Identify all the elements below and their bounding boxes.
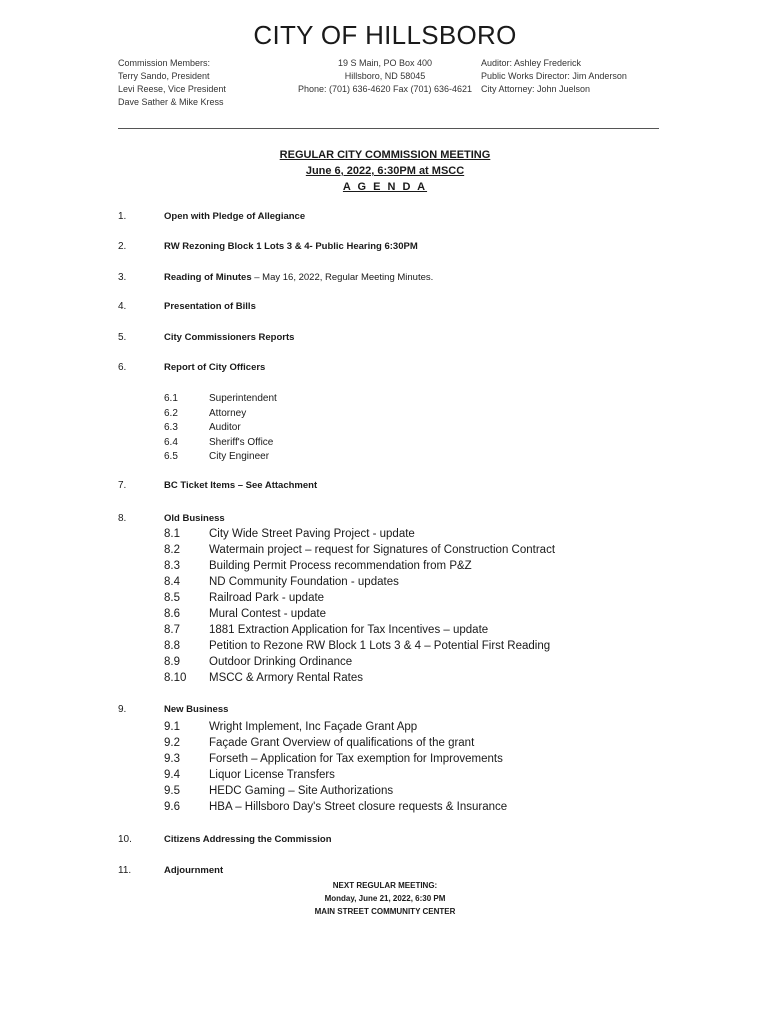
- commission-members-block: [118, 57, 226, 109]
- auditor-line: Auditor: Ashley Frederick: [481, 58, 582, 68]
- item-title: [164, 272, 433, 283]
- sub-number: 6.5: [164, 451, 178, 462]
- sub-text: Petition to Rezone RW Block 1 Lots 3 & 4 – Potential First Reading: [209, 640, 551, 652]
- sub-number: 8.9: [164, 656, 180, 668]
- item-title: BC Ticket Items – See Attachment: [164, 480, 318, 491]
- sub-text: Railroad Park - update: [209, 592, 325, 604]
- sub-text: Mural Contest - update: [209, 608, 326, 620]
- meeting-date: June 6, 2022, 6:30PM at MSCC: [305, 165, 465, 177]
- sub-text: Façade Grant Overview of qualifications of the grant: [209, 737, 475, 749]
- next-meeting-footer: [0, 879, 770, 918]
- sub-number: 6.2: [164, 407, 178, 419]
- item-detail-text: – May 16, 2022, Regular Meeting Minutes.: [251, 272, 434, 283]
- address-block: [270, 57, 500, 96]
- item-number: 11.: [118, 865, 132, 876]
- item-title: Old Business: [164, 513, 225, 524]
- vice-president-line: Levi Reese, Vice President: [118, 84, 226, 94]
- sub-number: 9.1: [164, 721, 180, 733]
- agenda-label: A G E N D A: [342, 181, 428, 193]
- next-meeting-location: MAIN STREET COMMUNITY CENTER: [314, 907, 456, 916]
- sub-text: Watermain project – request for Signatures of Construction Contract: [209, 544, 556, 556]
- sub-number: 8.1: [164, 528, 180, 540]
- item-number: 4.: [118, 301, 127, 312]
- phone-fax: Phone: (701) 636-4620 Fax (701) 636-4621: [297, 84, 473, 94]
- item-number: 2.: [118, 241, 127, 252]
- sub-number: 8.4: [164, 576, 180, 588]
- sub-number: 6.3: [164, 422, 178, 433]
- sub-text: Wright Implement, Inc Façade Grant App: [209, 721, 418, 733]
- sub-text: Outdoor Drinking Ordinance: [209, 656, 353, 668]
- sub-number: 6.4: [164, 436, 178, 448]
- sub-number: 8.6: [164, 608, 180, 620]
- item-title: Presentation of Bills: [164, 301, 256, 312]
- sub-number: 8.7: [164, 624, 180, 636]
- item-number: 10.: [118, 834, 132, 845]
- sub-text: 1881 Extraction Application for Tax Incentives – update: [209, 624, 489, 636]
- item-number: 6.: [118, 362, 127, 373]
- public-works-line: Public Works Director: Jim Anderson: [481, 71, 627, 81]
- next-meeting-date: Monday, June 21, 2022, 6:30 PM: [324, 894, 446, 903]
- sub-number: 8.5: [164, 592, 180, 604]
- sub-number: 8.10: [164, 672, 187, 684]
- members-line: Dave Sather & Mike Kress: [118, 97, 224, 107]
- sub-number: 9.3: [164, 753, 180, 765]
- item-title: Adjournment: [164, 865, 224, 876]
- meeting-title: REGULAR CITY COMMISSION MEETING: [279, 149, 491, 161]
- president-line: Terry Sando, President: [118, 71, 210, 81]
- item-title-text: Reading of Minutes: [164, 272, 252, 283]
- sub-text: Building Permit Process recommendation from P&Z: [209, 560, 472, 572]
- item-number: 3.: [118, 272, 127, 283]
- sub-number: 6.1: [164, 393, 178, 404]
- item-title: Citizens Addressing the Commission: [164, 834, 332, 845]
- sub-number: 9.4: [164, 769, 180, 781]
- sub-text: HEDC Gaming – Site Authorizations: [209, 785, 394, 797]
- item-title: Report of City Officers: [164, 362, 266, 373]
- sub-number: 9.5: [164, 785, 180, 797]
- sub-number: 8.8: [164, 640, 180, 652]
- sub-number: 9.6: [164, 801, 180, 813]
- sub-text: HBA – Hillsboro Day's Street closure requests & Insurance: [209, 801, 508, 813]
- city-attorney-line: City Attorney: John Juelson: [481, 84, 591, 94]
- sub-text: City Engineer: [209, 451, 270, 462]
- sub-number: 8.3: [164, 560, 180, 572]
- sub-text: City Wide Street Paving Project - update: [209, 528, 415, 540]
- sub-text: Auditor: [209, 422, 241, 433]
- officials-block: [481, 57, 627, 96]
- sub-text: Attorney: [209, 407, 247, 419]
- sub-text: Sheriff's Office: [209, 436, 274, 448]
- item-number: 1.: [118, 211, 127, 222]
- commission-members-label: Commission Members:: [118, 58, 211, 68]
- street-address: 19 S Main, PO Box 400: [337, 58, 433, 68]
- city-state-zip: Hillsboro, ND 58045: [344, 71, 426, 81]
- item-number: 8.: [118, 513, 127, 524]
- item-title: Open with Pledge of Allegiance: [164, 211, 306, 222]
- sub-number: 9.2: [164, 737, 180, 749]
- sub-text: Forseth – Application for Tax exemption for Improvements: [209, 753, 503, 765]
- header-divider: [118, 128, 659, 129]
- item-title: City Commissioners Reports: [164, 332, 295, 343]
- item-number: 7.: [118, 480, 127, 491]
- sub-text: Superintendent: [209, 393, 277, 404]
- meeting-title-block: [0, 147, 770, 195]
- item-title: RW Rezoning Block 1 Lots 3 & 4- Public Hearing 6:30PM: [164, 241, 418, 252]
- item-title: New Business: [164, 704, 229, 715]
- sub-text: ND Community Foundation - updates: [209, 576, 399, 588]
- item-number: 5.: [118, 332, 127, 343]
- city-title: CITY OF HILLSBORO: [253, 20, 517, 50]
- sub-number: 8.2: [164, 544, 180, 556]
- sub-text: Liquor License Transfers: [209, 769, 335, 781]
- item-number: 9.: [118, 704, 127, 715]
- next-meeting-label: NEXT REGULAR MEETING:: [332, 881, 438, 890]
- sub-text: MSCC & Armory Rental Rates: [209, 672, 364, 684]
